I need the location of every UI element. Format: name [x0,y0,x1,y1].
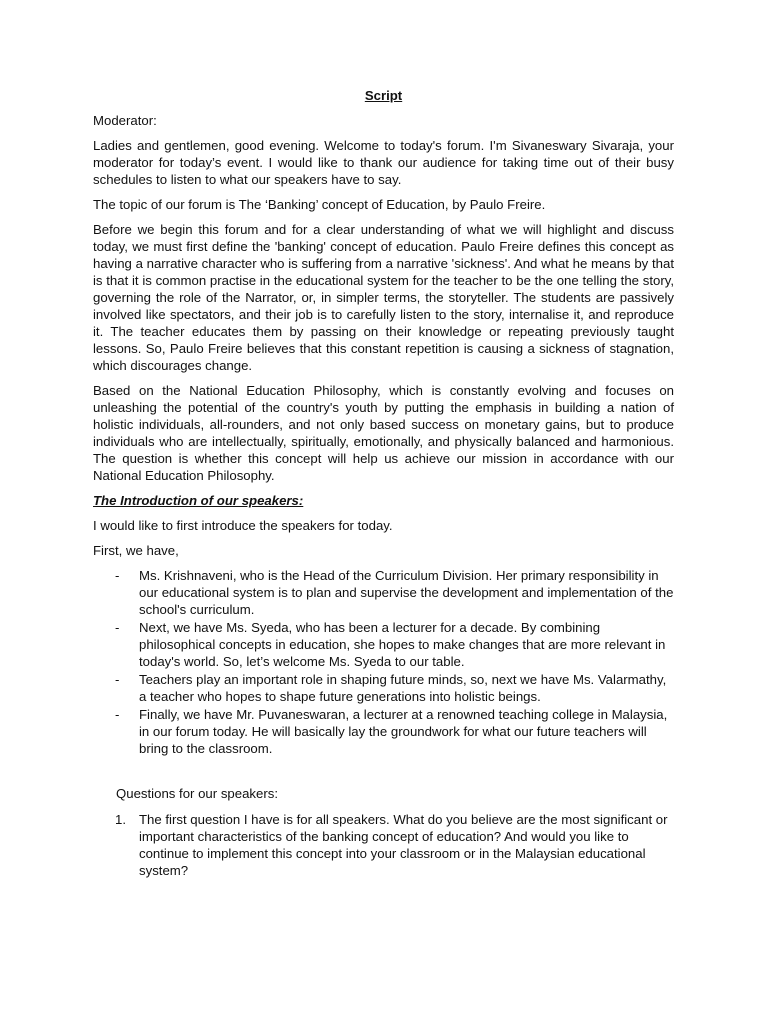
question-list [93,811,674,879]
paragraph-topic: The topic of our forum is The ‘Banking’ concept of Education, by Paulo Freire. [93,197,546,212]
speaker-text: Teachers play an important role in shaping future minds, so, next we have Ms. Valarmathy, a teacher who hopes to shape future generations into holistic beings. [139,672,667,704]
speaker-item [93,619,674,670]
speaker-list [93,567,674,757]
speaker-item [93,706,674,757]
questions-heading: Questions for our speakers: [116,786,278,801]
bullet-dash: - [115,620,120,635]
intro-line: I would like to first introduce the speakers for today. [93,518,393,533]
first-line: First, we have, [93,543,179,558]
moderator-label: Moderator: [93,113,157,128]
paragraph-banking-definition: Before we begin this forum and for a clear understanding of what we will highlight and discuss today, we must first define the 'banking' concept of education. Paulo Freire defines this concept as having a narrative character who is suffering from a narrative 'sickness'. And what he means by that is that it is common practise in the educational system for the teacher to be the one telling the story, governing the role of the Narrator, or, in simpler terms, the storyteller. The students are passively involved like spectators, and their job is to carefully listen to the story, internalise it, and reproduce it. The teacher educates them by passing on their knowledge or repeating previously taught lessons. So, Paulo Freire believes that this constant repetition is causing a sickness of stagnation, which discourages change. [93,222,674,373]
paragraph-welcome: Ladies and gentlemen, good evening. Welcome to today's forum. I'm Sivaneswary Sivaraja, your moderator for today’s event. I would like to thank our audience for taking time out of their busy schedules to listen to what our speakers have to say. [93,138,674,187]
speaker-text: Next, we have Ms. Syeda, who has been a lecturer for a decade. By combining philosophical concepts in education, she hopes to make changes that are more relevant in today's world. So, let’s welcome Ms. Syeda to our table. [139,620,666,669]
bullet-dash: - [115,672,120,687]
document-title: Script [364,88,403,103]
bullet-dash: - [115,568,120,583]
speaker-text: Finally, we have Mr. Puvaneswaran, a lecturer at a renowned teaching college in Malaysia, in our forum today. He will basically lay the groundwork for what our future teachers will bring to the classroom. [139,707,668,756]
question-text: The first question I have is for all speakers. What do you believe are the most significant or important characteristics of the banking concept of education? And would you like to continue to implement this concept into your classroom or in the Malaysian educational system? [139,812,668,878]
bullet-dash: - [115,707,120,722]
question-item [93,811,674,879]
question-number: 1. [115,812,126,827]
speaker-text: Ms. Krishnaveni, who is the Head of the Curriculum Division. Her primary responsibility in our educational system is to plan and supervise the development and implementation of the school's curriculum. [139,568,674,617]
intro-heading: The Introduction of our speakers: [93,493,304,508]
speaker-item [93,567,674,618]
speaker-item [93,671,674,705]
paragraph-national-philosophy: Based on the National Education Philosophy, which is constantly evolving and focuses on unleashing the potential of the country's youth by putting the emphasis in building a nation of holistic individuals, all-rounders, and not only based success on monetary gains, but to produce individuals who are intellectually, spiritually, emotionally, and physically balanced and harmonious. The question is whether this concept will help us achieve our mission in accordance with our National Education Philosophy. [93,383,674,483]
